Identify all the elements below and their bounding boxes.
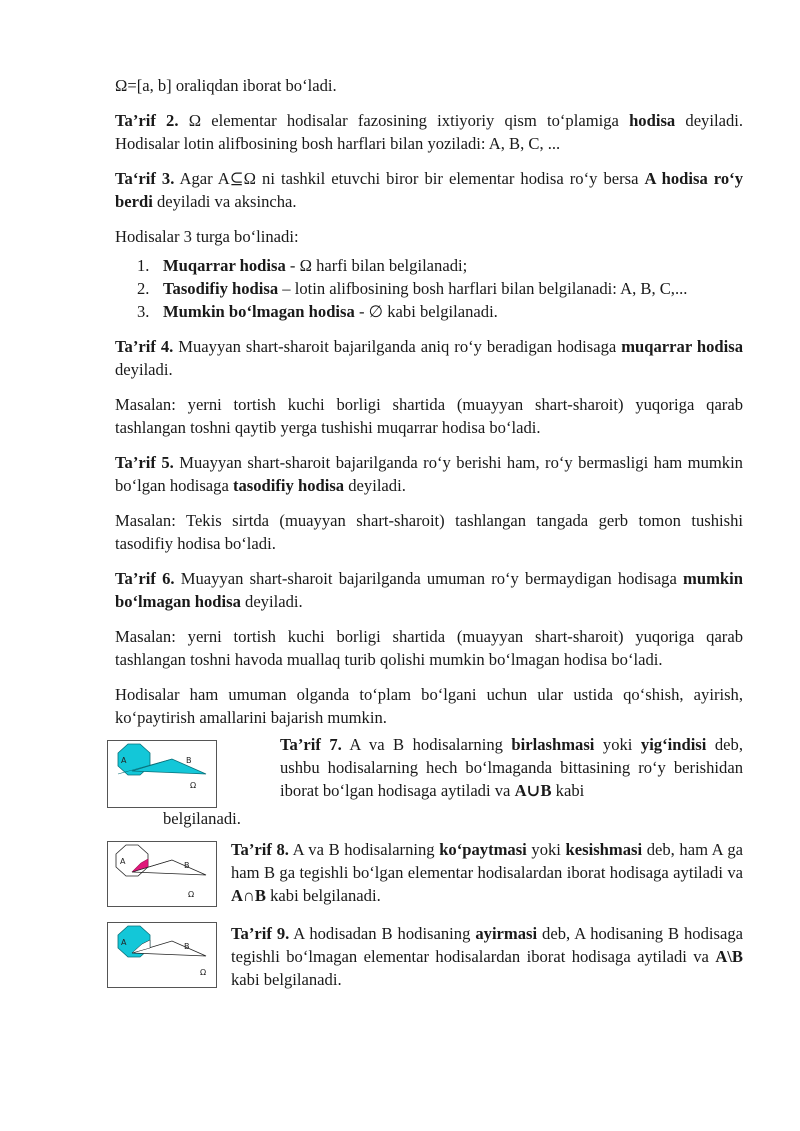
set-b-label: B (184, 942, 190, 951)
list-item: 1. Muqarrar hodisa - Ω harfi bilan belgilanadi; (137, 256, 468, 275)
omega-interval-line: Ω=[a, b] oraliqdan iborat bo‘ladi. (115, 76, 337, 95)
definition-2: Ta’rif 2. Ω elementar hodisalar fazosining ixtiyoriy qism to‘plamiga hodisa deyiladi. Hodisalar lotin alifbosining bosh harflari bilan yoziladi: A, B, C, ... (115, 111, 743, 153)
intersection-region (132, 859, 148, 872)
example-1: Masalan: yerni tortish kuchi borligi shartida (muayyan shart-sharoit) yuqoriga qarab tashlangan toshni qaytib yerga tushishi muqarrar hodisa bo‘ladi. (115, 395, 743, 437)
example-3: Masalan: yerni tortish kuchi borligi shartida (muayyan shart-sharoit) yuqoriga qarab tashlangan toshni havoda muallaq turib qolishi mumkin bo‘lmagan hodisa bo‘ladi. (115, 627, 743, 669)
set-b-label: B (186, 756, 192, 765)
definition-7-block (115, 735, 743, 841)
set-a-label: A (120, 857, 126, 866)
definition-label: Ta’rif 8. (231, 840, 289, 859)
definition-9: Ta’rif 9. A hodisadan B hodisaning ayirmasi deb, A hodisaning B hodisaga tegishli bo‘lmagan elementar hodisalardan iborat hodisaga aytiladi va A\B kabi belgilanadi. (231, 924, 743, 989)
definition-label: Ta’rif 6. (115, 569, 175, 588)
omega-label: Ω (200, 968, 207, 977)
definition-label: Ta’rif 2. (115, 111, 179, 130)
definition-3: Ta‘rif 3. Agar A⊆Ω ni tashkil etuvchi biror bir elementar hodisa ro‘y bersa A hodisa ro‘y berdi deyiladi va aksincha. (115, 169, 743, 211)
intersection-figure (107, 841, 217, 907)
union-figure (107, 740, 217, 808)
set-a-label: A (121, 756, 127, 765)
omega-label: Ω (190, 781, 197, 790)
definition-label: Ta‘rif 3. (115, 169, 175, 188)
definition-4: Ta’rif 4. Muayyan shart-sharoit bajarilganda aniq ro‘y beradigan hodisaga muqarrar hodisa deyiladi. (115, 337, 743, 379)
difference-figure (107, 922, 217, 988)
definition-8-block (115, 841, 743, 921)
definition-6: Ta’rif 6. Muayyan shart-sharoit bajarilganda umuman ro‘y bermaydigan hodisaga mumkin bo‘lmagan hodisa deyiladi. (115, 569, 743, 611)
definition-label: Ta’rif 4. (115, 337, 174, 356)
definition-7-tail: belgilanadi. (163, 809, 241, 828)
omega-label: Ω (188, 890, 195, 899)
definition-8: Ta’rif 8. A va B hodisalarning ko‘paytmasi yoki kesishmasi deb, ham A ga ham B ga tegishli bo‘lgan elementar hodisalardan iborat hodisaga aytiladi va A∩B kabi belgilanadi. (231, 840, 744, 905)
list-item: 2. Tasodifiy hodisa – lotin alifbosining bosh harflari bilan belgilanadi: A, B, C,... (137, 279, 688, 298)
definition-label: Ta’rif 5. (115, 453, 174, 472)
set-a-label: A (121, 938, 127, 947)
definition-5: Ta’rif 5. Muayyan shart-sharoit bajarilganda ro‘y berishi ham, ro‘y bermasligi ham mumkin bo‘lgan hodisaga tasodifiy hodisa deyiladi. (115, 453, 743, 495)
definition-7: Ta’rif 7. A va B hodisalarning birlashmasi yoki yig‘indisi deb, ushbu hodisalarning hech bo‘lmaganda bittasining ro‘y berishidan iborat bo‘lgan hodisaga aytiladi va A∪B kabi (280, 735, 743, 800)
document-page (115, 74, 743, 1001)
definition-label: Ta’rif 7. (280, 735, 342, 754)
event-types-list (115, 254, 743, 323)
event-types-intro: Hodisalar 3 turga bo‘linadi: (115, 227, 299, 246)
operations-intro: Hodisalar ham umuman olganda to‘plam bo‘lgani uchun ular ustida qo‘shish, ayirish, ko‘paytirish amallarini bajarish mumkin. (115, 685, 743, 727)
example-2: Masalan: Tekis sirtda (muayyan shart-sharoit) tashlangan tangada gerb tomon tushishi tasodifiy hodisa bo‘ladi. (115, 511, 743, 553)
set-b-label: B (184, 861, 190, 870)
definition-9-block (115, 921, 743, 1001)
definition-label: Ta’rif 9. (231, 924, 290, 943)
list-item: 3. Mumkin bo‘lmagan hodisa - ∅ kabi belgilanadi. (137, 302, 498, 321)
